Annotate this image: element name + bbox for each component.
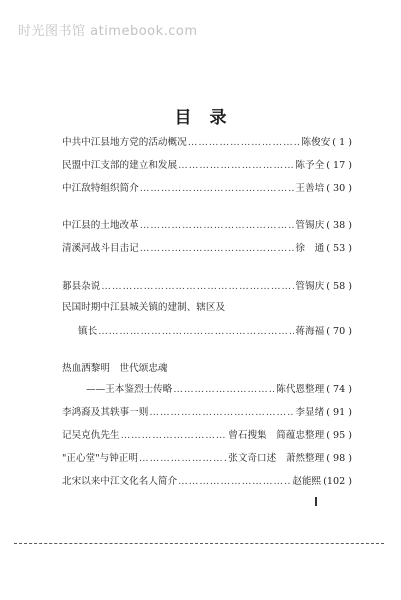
entry-title-line: 民国时期中江县城关镇的建制、辖区及 bbox=[62, 302, 226, 313]
dot-leader bbox=[178, 474, 291, 490]
entry-title: 清溪河战斗目击记 bbox=[62, 243, 139, 254]
entry-page: ( 1 ) bbox=[332, 137, 352, 148]
entry-page: ( 70 ) bbox=[326, 326, 352, 337]
toc-entry bbox=[62, 405, 352, 421]
print-mark bbox=[315, 497, 317, 506]
entry-title: 镇长 bbox=[78, 326, 98, 337]
entry-title: "正心堂"与钟正明 bbox=[62, 453, 138, 464]
entry-title: 中江敌特组织简介 bbox=[62, 183, 139, 194]
entry-page: ( 58 ) bbox=[326, 281, 352, 292]
entry-author: 王善培 bbox=[295, 183, 325, 194]
entry-author: 赵能熙 bbox=[292, 476, 322, 487]
entry-title: 李鸿裔及其轶事一则 bbox=[62, 407, 149, 418]
toc-entry bbox=[62, 218, 352, 234]
entry-title: 北宋以来中江文化名人简介 bbox=[62, 476, 178, 487]
entry-author: 管锡庆 bbox=[295, 281, 325, 292]
toc-entry bbox=[78, 324, 352, 340]
toc-entry bbox=[62, 451, 352, 467]
entry-page: ( 74 ) bbox=[326, 384, 352, 395]
dot-leader bbox=[98, 324, 294, 340]
toc-entry bbox=[62, 428, 352, 444]
entry-page: ( 95 ) bbox=[326, 430, 352, 441]
entry-title: 民盟中江支部的建立和发展 bbox=[62, 160, 178, 171]
toc-entry bbox=[86, 382, 352, 398]
entry-title-line: 热血洒黎明 世代颂忠魂 bbox=[62, 363, 168, 374]
entry-title: 郪县杂说 bbox=[62, 281, 101, 292]
dot-leader bbox=[139, 451, 227, 467]
entry-page: ( 98 ) bbox=[326, 453, 352, 464]
entry-author: 陈代恩整理 bbox=[276, 384, 325, 395]
entry-title: 中共中江县地方党的活动概况 bbox=[62, 137, 187, 148]
entry-page: ( 17 ) bbox=[326, 160, 352, 171]
dot-leader bbox=[173, 382, 275, 398]
dot-leader bbox=[149, 405, 294, 421]
toc-entry bbox=[62, 158, 352, 174]
dot-leader bbox=[140, 181, 295, 197]
entry-author: 曾石搜集 简蕴忠整理 bbox=[228, 430, 325, 441]
watermark: 时光图书馆 atimebook.com bbox=[18, 24, 198, 39]
dot-leader bbox=[121, 428, 228, 444]
entry-title: ——王本鉴烈士传略 bbox=[86, 384, 173, 395]
entry-author: 陈予全 bbox=[295, 160, 325, 171]
entry-page: ( 53 ) bbox=[326, 243, 352, 254]
dot-leader bbox=[140, 218, 295, 234]
toc-heading: 目录 bbox=[174, 108, 245, 128]
entry-title: 记吴克仇先生 bbox=[62, 430, 120, 441]
toc-entry bbox=[62, 135, 352, 151]
entry-page: ( 30 ) bbox=[326, 183, 352, 194]
entry-page: (102 ) bbox=[323, 476, 352, 487]
toc-entry bbox=[62, 181, 352, 197]
entry-title: 中江县的土地改革 bbox=[62, 220, 139, 231]
dot-leader bbox=[140, 241, 295, 257]
toc-entry bbox=[62, 241, 352, 257]
toc-entry bbox=[62, 474, 352, 490]
dot-leader bbox=[188, 135, 301, 151]
entry-author: 张文奇口述 萧然整理 bbox=[228, 453, 325, 464]
entry-author: 徐 通 bbox=[295, 243, 325, 254]
entry-author: 蒋海福 bbox=[295, 326, 325, 337]
dot-leader bbox=[178, 158, 294, 174]
entry-author: 陈俊安 bbox=[301, 137, 331, 148]
page-edge-rule bbox=[14, 543, 384, 544]
toc-entry bbox=[62, 279, 352, 295]
entry-page: ( 91 ) bbox=[326, 407, 352, 418]
entry-author: 李显绪 bbox=[295, 407, 325, 418]
dot-leader bbox=[101, 279, 294, 295]
entry-author: 管锡庆 bbox=[295, 220, 325, 231]
entry-page: ( 38 ) bbox=[326, 220, 352, 231]
